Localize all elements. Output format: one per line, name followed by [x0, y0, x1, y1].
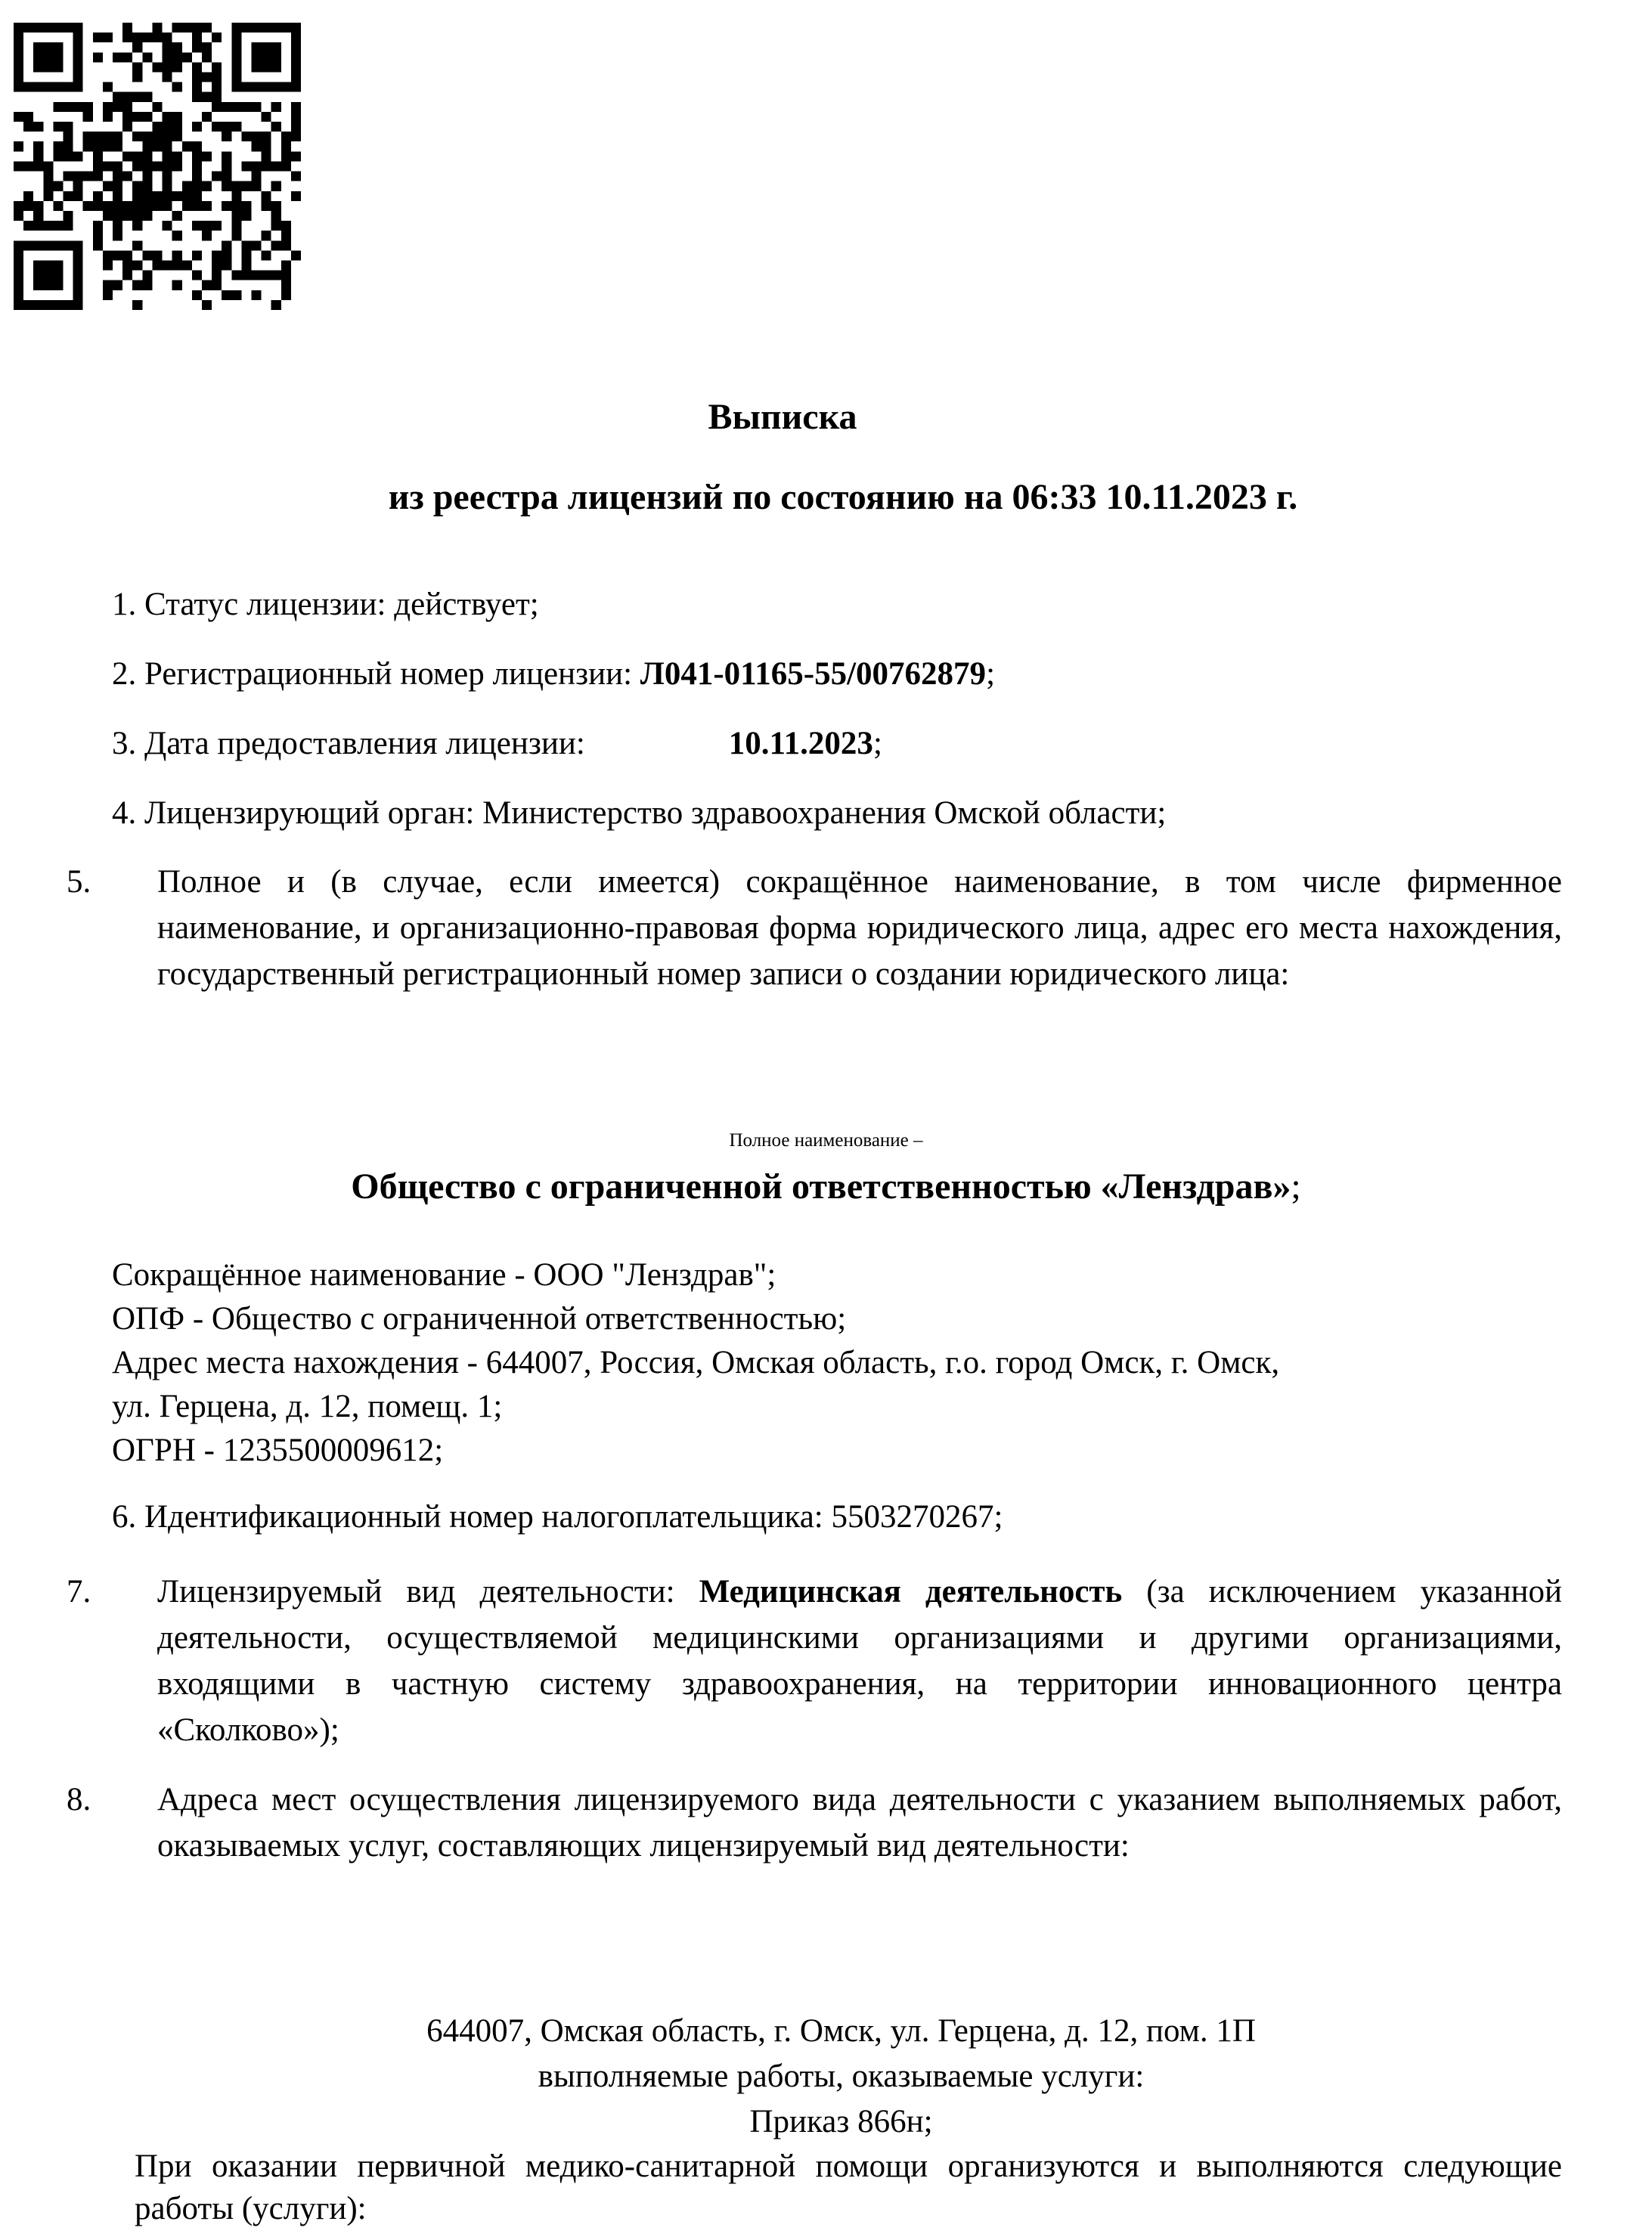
item-label-pre: Лицензируемый вид деятельности: [157, 1574, 699, 1610]
item-label: Адреса мест осуществления лицензируемого вида деятельности с указанием выполняемых работ, оказываемых услуг, составляющих лицензируемый вид деятельности: [157, 1782, 1562, 1864]
organization-address-line-2: ул. Герцена, д. 12, помещ. 1; [112, 1389, 503, 1424]
document-subtitle: из реестра лицензий по состоянию на 06:33 10.11.2023 г. [388, 477, 1298, 517]
item-label: Регистрационный номер лицензии: [144, 656, 640, 692]
item-inn [112, 1496, 1003, 1538]
item-number: 1. [112, 587, 137, 622]
organization-address-line-1: Адрес места нахождения - 644007, Россия, Омская область, г.о. город Омск, г. Омск, [112, 1345, 1280, 1380]
organization-full-name-end: ; [1291, 1166, 1301, 1207]
organization-full-name [0, 1164, 1652, 1210]
organization-ogrn: ОГРН - 1235500009612; [112, 1433, 444, 1468]
item-number: 8. [67, 1782, 91, 1817]
license-number-value: Л041-01165-55/00762879 [640, 656, 987, 692]
order-reference: Приказ 866н; [749, 2104, 933, 2139]
item-license-date [112, 723, 882, 765]
license-date-value: 10.11.2023 [728, 726, 873, 761]
activity-type-value: Медицинская деятельность [699, 1574, 1123, 1610]
item-label: Дата предоставления лицензии: [144, 726, 585, 761]
primary-care-paragraph: При оказании первичной медико-санитарной помощи организуются и выполняются следующие работы (услуги): [135, 2149, 1562, 2226]
organization-full-name-text: Общество с ограниченной ответственностью «Ленздрав» [351, 1166, 1291, 1207]
item-label: Полное и (в случае, если имеется) сокращённое наименование, в том числе фирменное наименование, и организационно-правовая форма юридического лица, адрес его места нахождения, государственный регистрационный номер записи о создании юридического лица: [157, 864, 1562, 992]
item-activity-type [67, 1569, 1562, 1753]
item-end: ; [872, 726, 882, 761]
item-end: ; [986, 656, 996, 692]
organization-short-name: Сокращённое наименование - ООО "Ленздрав"; [112, 1257, 776, 1293]
item-label: Идентификационный номер налогоплательщика: 5503270267; [144, 1499, 1003, 1535]
organization-details [112, 1253, 1279, 1473]
full-name-caption: Полное наименование – [729, 1130, 923, 1151]
item-number: 4. [112, 795, 137, 831]
item-label-post: (за исключением указанной деятельности, осуществляемой медицинскими организациями и другими организациями, входящими в частную систему здравоохранения, на территории инновационного центра «Сколково»); [157, 1574, 1562, 1748]
item-number: 5. [67, 864, 91, 900]
item-activity-addresses [67, 1777, 1562, 1869]
item-number: 2. [112, 656, 137, 692]
organization-opf: ОПФ - Общество с ограниченной ответственностью; [112, 1301, 847, 1337]
item-label: Статус лицензии: действует; [144, 587, 539, 622]
item-organization-description [67, 859, 1562, 997]
works-caption: выполняемые работы, оказываемые услуги: [538, 2059, 1145, 2094]
item-number: 3. [112, 726, 137, 761]
item-number: 7. [67, 1574, 91, 1610]
activity-address: 644007, Омская область, г. Омск, ул. Герцена, д. 12, пом. 1П [426, 2013, 1256, 2049]
item-licensing-authority [112, 792, 1166, 835]
document-title: Выписка [708, 397, 857, 437]
item-license-status [112, 584, 539, 626]
qr-code-icon [14, 23, 301, 310]
item-registration-number [112, 653, 995, 696]
item-label: Лицензирующий орган: Министерство здравоохранения Омской области; [144, 795, 1167, 831]
item-number: 6. [112, 1499, 137, 1535]
